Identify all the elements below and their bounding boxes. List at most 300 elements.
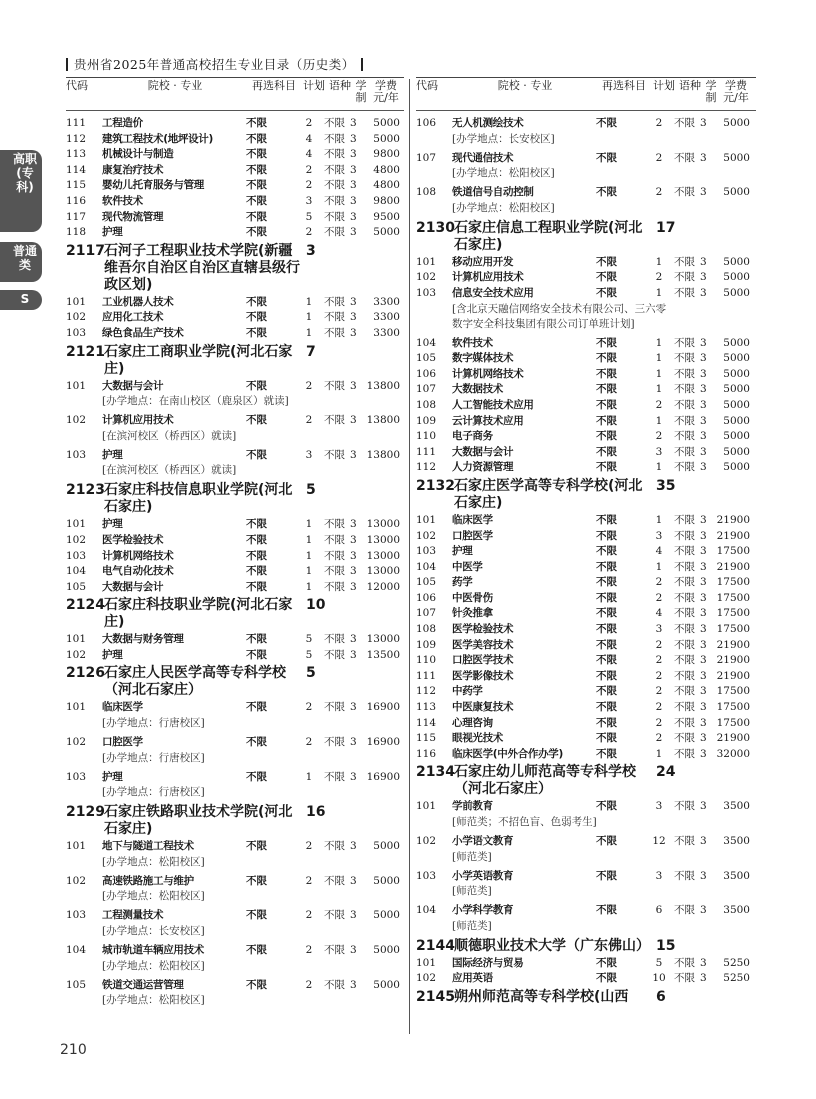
- tuition-fee: 5000: [723, 271, 750, 284]
- language: 不限: [674, 623, 695, 636]
- major-code: 106: [416, 367, 437, 380]
- subject-requirement: 不限: [246, 565, 267, 578]
- plan-count: 2: [305, 978, 313, 991]
- school-code: 2130: [416, 219, 455, 236]
- major-code: 118: [66, 226, 87, 239]
- major-code: 108: [416, 623, 437, 636]
- subject-requirement: 不限: [596, 255, 617, 268]
- years: 3: [700, 576, 707, 589]
- major-note: [在滨河校区（桥西区）就读]: [102, 464, 237, 477]
- subject-requirement: 不限: [596, 383, 617, 396]
- plan-count: 1: [305, 518, 313, 531]
- plan-count: 1: [655, 336, 663, 349]
- subject-requirement: 不限: [596, 430, 617, 443]
- subject-requirement: 不限: [246, 874, 267, 887]
- plan-count: 1: [655, 513, 663, 526]
- years: 3: [700, 286, 707, 299]
- table-row: [416, 382, 756, 398]
- major-name: 地下与隧道工程技术: [102, 840, 194, 853]
- table-row: [66, 533, 404, 549]
- years: 3: [700, 186, 707, 199]
- subject-requirement: 不限: [596, 716, 617, 729]
- subject-requirement: 不限: [596, 576, 617, 589]
- major-code: 117: [66, 210, 87, 223]
- major-code: 104: [416, 336, 437, 349]
- table-row: [66, 700, 404, 716]
- plan-count: 2: [655, 654, 663, 667]
- plan-count: 2: [655, 685, 663, 698]
- tuition-fee: 5000: [373, 978, 400, 991]
- plan-count: 3: [655, 800, 663, 813]
- table-row: [416, 700, 756, 716]
- language: 不限: [674, 972, 695, 985]
- tuition-fee: 17500: [716, 576, 750, 589]
- major-name: 小学语文教育: [452, 835, 514, 847]
- table-row: [66, 770, 404, 786]
- language: 不限: [674, 701, 695, 714]
- years: 3: [350, 840, 357, 853]
- table-row: [66, 839, 404, 855]
- tuition-fee: 13500: [366, 648, 400, 661]
- school-name: 朔州师范高等专科学校(山西: [454, 988, 629, 1005]
- header-bar-right: [361, 58, 363, 71]
- plan-count: 1: [305, 565, 313, 578]
- language: 不限: [674, 286, 695, 299]
- table-row: [416, 513, 756, 529]
- major-note: [办学地点：松阳校区]: [102, 959, 205, 972]
- major-code: 103: [66, 549, 87, 562]
- language: 不限: [674, 414, 695, 427]
- table-row: [416, 336, 756, 352]
- years: 3: [350, 226, 357, 239]
- subject-requirement: 不限: [596, 701, 617, 714]
- plan-count: 1: [655, 367, 663, 380]
- years: 3: [350, 379, 357, 392]
- language: 不限: [324, 194, 345, 207]
- subject-requirement: 不限: [246, 909, 267, 922]
- table-row: [416, 747, 756, 763]
- subject-requirement: 不限: [246, 944, 267, 957]
- years: 3: [350, 701, 357, 714]
- plan-count: 2: [655, 271, 663, 284]
- tuition-fee: 21900: [716, 654, 750, 667]
- years: 3: [700, 151, 707, 164]
- major-code: 102: [66, 874, 87, 887]
- language: 不限: [674, 869, 695, 882]
- tuition-fee: 5000: [373, 226, 400, 239]
- major-note: [师范类；不招色盲、色弱考生]: [452, 816, 597, 828]
- language: 不限: [674, 591, 695, 604]
- major-name: 小学英语教育: [452, 869, 514, 882]
- school-heading: [66, 665, 404, 699]
- major-name: 医学美容技术: [452, 638, 514, 651]
- header-title: 贵州省2025年普通高校招生专业目录（历史类）: [74, 57, 355, 72]
- major-name: 数字媒体技术: [452, 352, 514, 365]
- plan-count: 1: [305, 311, 313, 324]
- language: 不限: [324, 311, 345, 324]
- language: 不限: [674, 545, 695, 558]
- plan-count: 2: [655, 117, 663, 129]
- tuition-fee: 9800: [373, 194, 400, 207]
- major-code: 101: [416, 956, 437, 969]
- header-code: 代码: [66, 79, 88, 92]
- language: 不限: [324, 633, 345, 646]
- subject-requirement: 不限: [596, 685, 617, 698]
- major-name: 眼视光技术: [452, 732, 503, 745]
- major-note: [师范类]: [452, 850, 492, 863]
- plan-count: 1: [305, 580, 313, 593]
- major-code: 107: [416, 383, 437, 396]
- major-name: 高速铁路施工与维护: [102, 874, 194, 887]
- tuition-fee: 13800: [366, 414, 400, 427]
- plan-count: 3: [655, 623, 663, 636]
- plan-count: 1: [305, 533, 313, 546]
- school-code: 2145: [416, 988, 455, 1005]
- major-code: 110: [416, 654, 437, 667]
- table-row: [416, 575, 756, 591]
- major-name: 软件技术: [452, 336, 493, 349]
- major-name: 婴幼儿托育服务与管理: [102, 179, 204, 192]
- years: 3: [350, 533, 357, 546]
- tuition-fee: 5000: [723, 398, 750, 411]
- language: 不限: [324, 648, 345, 661]
- major-name: 护理: [102, 448, 123, 461]
- language: 不限: [674, 271, 695, 284]
- major-name: 城市轨道车辆应用技术: [102, 944, 204, 957]
- tuition-fee: 17500: [716, 607, 750, 620]
- table-row: [416, 560, 756, 576]
- school-plan-count: 24: [656, 764, 676, 781]
- subject-requirement: 不限: [596, 869, 617, 882]
- major-name: 大数据与财务管理: [102, 633, 184, 646]
- plan-count: 5: [305, 648, 313, 661]
- tuition-fee: 5000: [373, 840, 400, 853]
- plan-count: 2: [655, 576, 663, 589]
- major-note: [办学地点：长安校区]: [102, 925, 205, 938]
- major-code: 104: [66, 944, 87, 957]
- years: 3: [350, 770, 357, 783]
- plan-count: 4: [305, 132, 313, 145]
- table-row: [416, 544, 756, 560]
- years: 3: [700, 716, 707, 729]
- language: 不限: [324, 448, 345, 461]
- school-name: 石家庄工商职业学院(河北石家庄): [104, 343, 293, 377]
- major-note: [办学地点：松阳校区]: [452, 167, 555, 180]
- language: 不限: [674, 151, 695, 164]
- tuition-fee: 5000: [373, 132, 400, 145]
- major-name: 医学检验技术: [452, 623, 514, 636]
- major-name: 电气自动化技术: [102, 565, 174, 578]
- plan-count: 2: [305, 163, 313, 176]
- years: 3: [350, 648, 357, 661]
- language: 不限: [324, 326, 345, 339]
- table-row: [416, 398, 756, 414]
- subject-requirement: 不限: [596, 623, 617, 636]
- language: 不限: [674, 430, 695, 443]
- subject-requirement: 不限: [596, 560, 617, 573]
- major-name: 口腔医学技术: [452, 654, 514, 667]
- school-heading: [66, 344, 404, 378]
- years: 3: [700, 972, 707, 985]
- subject-requirement: 不限: [596, 286, 617, 299]
- major-name: 铁道交通运营管理: [102, 978, 184, 991]
- table-row: [66, 517, 404, 533]
- subject-requirement: 不限: [596, 956, 617, 969]
- school-code: 2126: [66, 665, 105, 682]
- years: 3: [700, 869, 707, 882]
- header-code: 代码: [416, 79, 438, 92]
- years: 3: [350, 565, 357, 578]
- tuition-fee: 13000: [366, 565, 400, 578]
- language: 不限: [324, 379, 345, 392]
- tuition-fee: 5000: [723, 352, 750, 365]
- major-name: 国际经济与贸易: [452, 956, 524, 969]
- table-row: [416, 606, 756, 622]
- major-code: 102: [66, 533, 87, 546]
- plan-count: 1: [305, 326, 313, 339]
- language: 不限: [674, 445, 695, 458]
- language: 不限: [674, 956, 695, 969]
- tuition-fee: 21900: [716, 529, 750, 542]
- major-name: 人力资源管理: [452, 461, 514, 474]
- major-code: 107: [416, 151, 437, 164]
- table-row: [66, 116, 404, 132]
- subject-requirement: 不限: [596, 336, 617, 349]
- major-code: 112: [416, 461, 437, 474]
- years: 3: [700, 461, 707, 474]
- school-plan-count: 5: [306, 665, 316, 682]
- table-row: [416, 414, 756, 430]
- table-row: [416, 445, 756, 461]
- plan-count: 12: [652, 835, 666, 847]
- major-code: 103: [66, 448, 87, 461]
- header-name: 院校 · 专业: [147, 79, 203, 92]
- subject-requirement: 不限: [596, 529, 617, 542]
- major-code: 111: [66, 117, 87, 129]
- school-plan-count: 6: [656, 988, 666, 1005]
- plan-count: 1: [655, 352, 663, 365]
- plan-count: 2: [305, 701, 313, 714]
- major-code: 102: [416, 835, 437, 847]
- years: 3: [700, 117, 707, 129]
- tuition-fee: 5000: [373, 874, 400, 887]
- major-code: 103: [66, 770, 87, 783]
- tuition-fee: 5000: [723, 414, 750, 427]
- years: 3: [700, 638, 707, 651]
- school-code: 2121: [66, 343, 105, 360]
- plan-count: 5: [305, 633, 313, 646]
- subject-requirement: 不限: [246, 117, 267, 129]
- table-row: [416, 869, 756, 885]
- major-note: [师范类]: [452, 919, 492, 932]
- major-name: 康复治疗技术: [102, 163, 164, 176]
- subject-requirement: 不限: [596, 904, 617, 917]
- school-name: 石河子工程职业技术学院(新疆维吾尔自治区自治区直辖县级行政区划): [104, 242, 300, 293]
- years: 3: [700, 956, 707, 969]
- header-subject: 再选科目: [602, 79, 646, 92]
- major-code: 104: [66, 565, 87, 578]
- major-code: 107: [416, 607, 437, 620]
- major-note: [办学地点：松阳校区]: [102, 994, 205, 1007]
- plan-count: 2: [655, 716, 663, 729]
- school-plan-count: 17: [656, 219, 676, 236]
- header-plan: 计划: [303, 79, 325, 92]
- plan-count: 2: [305, 909, 313, 922]
- major-name: 软件技术: [102, 194, 143, 207]
- plan-count: 1: [305, 295, 313, 308]
- plan-count: 2: [305, 379, 313, 392]
- major-code: 101: [66, 295, 87, 308]
- major-code: 112: [416, 685, 437, 698]
- school-plan-count: 5: [306, 482, 316, 499]
- major-name: 大数据与会计: [452, 445, 514, 458]
- plan-count: 2: [655, 430, 663, 443]
- language: 不限: [324, 148, 345, 161]
- plan-count: 3: [305, 448, 313, 461]
- years: 3: [350, 311, 357, 324]
- school-heading: [416, 938, 756, 955]
- school-heading: [66, 482, 404, 516]
- table-row: [416, 956, 756, 972]
- major-code: 103: [66, 326, 87, 339]
- major-name: 护理: [102, 226, 123, 239]
- tuition-fee: 5000: [723, 151, 750, 164]
- plan-count: 10: [652, 972, 666, 985]
- subject-requirement: 不限: [596, 352, 617, 365]
- school-heading: [66, 243, 404, 294]
- years: 3: [350, 978, 357, 991]
- major-name: 工程测量技术: [102, 909, 164, 922]
- major-note: [办学地点：行唐校区]: [102, 786, 205, 799]
- years: 3: [700, 430, 707, 443]
- years: 3: [700, 367, 707, 380]
- years: 3: [700, 904, 707, 917]
- major-code: 105: [416, 576, 437, 589]
- column-header: [416, 80, 756, 111]
- years: 3: [700, 560, 707, 573]
- tuition-fee: 3500: [723, 835, 750, 847]
- plan-count: 2: [655, 591, 663, 604]
- years: 3: [700, 669, 707, 682]
- years: 3: [700, 336, 707, 349]
- table-row: [416, 716, 756, 732]
- table-row: [416, 367, 756, 383]
- subject-requirement: 不限: [246, 148, 267, 161]
- tuition-fee: 5000: [723, 117, 750, 129]
- table-row: [66, 978, 404, 994]
- school-heading: [66, 804, 404, 838]
- plan-count: 4: [305, 148, 313, 161]
- plan-count: 4: [655, 607, 663, 620]
- table-row: [66, 310, 404, 326]
- major-name: 中药学: [452, 685, 483, 698]
- major-code: 110: [416, 430, 437, 443]
- years: 3: [350, 163, 357, 176]
- header-fee: 学费元/年: [723, 79, 749, 104]
- school-code: 2129: [66, 804, 105, 821]
- school-code: 2144: [416, 937, 455, 954]
- plan-count: 2: [305, 874, 313, 887]
- subject-requirement: 不限: [596, 461, 617, 474]
- plan-count: 1: [655, 747, 663, 760]
- major-code: 102: [66, 311, 87, 324]
- tuition-fee: 17500: [716, 701, 750, 714]
- tuition-fee: 5000: [723, 383, 750, 396]
- header-name: 院校 · 专业: [497, 79, 553, 92]
- school-code: 2124: [66, 597, 105, 614]
- tuition-fee: 12000: [366, 580, 400, 593]
- language: 不限: [324, 117, 345, 129]
- years: 3: [350, 295, 357, 308]
- years: 3: [350, 210, 357, 223]
- major-name: 口腔医学: [102, 736, 143, 749]
- major-name: 电子商务: [452, 430, 493, 443]
- subject-requirement: 不限: [246, 978, 267, 991]
- major-code: 102: [416, 271, 437, 284]
- subject-requirement: 不限: [246, 414, 267, 427]
- years: 3: [700, 835, 707, 847]
- tuition-fee: 21900: [716, 732, 750, 745]
- tuition-fee: 3300: [373, 295, 400, 308]
- school-heading: [416, 989, 756, 1006]
- years: 3: [700, 623, 707, 636]
- major-name: 应用英语: [452, 972, 493, 985]
- plan-count: 1: [655, 255, 663, 268]
- left-column: [66, 80, 404, 1012]
- tuition-fee: 5000: [723, 445, 750, 458]
- major-note: [在滨河校区（桥西区）就读]: [102, 429, 237, 442]
- major-code: 105: [416, 352, 437, 365]
- language: 不限: [324, 874, 345, 887]
- subject-requirement: 不限: [246, 448, 267, 461]
- major-code: 104: [416, 560, 437, 573]
- school-code: 2117: [66, 242, 105, 259]
- plan-count: 3: [655, 869, 663, 882]
- tuition-fee: 9800: [373, 148, 400, 161]
- school-plan-count: 7: [306, 343, 316, 360]
- table-row: [66, 448, 404, 464]
- subject-requirement: 不限: [246, 518, 267, 531]
- major-name: 临床医学(中外合作办学): [452, 747, 563, 760]
- plan-count: 2: [305, 179, 313, 192]
- language: 不限: [674, 383, 695, 396]
- major-name: 中医康复技术: [452, 701, 514, 714]
- major-code: 103: [416, 286, 437, 299]
- subject-requirement: 不限: [246, 736, 267, 749]
- subject-requirement: 不限: [596, 669, 617, 682]
- header-rule-left: [66, 77, 404, 78]
- subject-requirement: 不限: [246, 179, 267, 192]
- table-row: [416, 270, 756, 286]
- language: 不限: [674, 529, 695, 542]
- plan-count: 2: [305, 736, 313, 749]
- school-heading: [416, 220, 756, 254]
- tuition-fee: 3300: [373, 326, 400, 339]
- language: 不限: [674, 732, 695, 745]
- language: 不限: [324, 179, 345, 192]
- major-code: 114: [416, 716, 437, 729]
- table-row: [416, 529, 756, 545]
- major-code: 108: [416, 398, 437, 411]
- language: 不限: [674, 800, 695, 813]
- years: 3: [700, 701, 707, 714]
- language: 不限: [674, 669, 695, 682]
- major-name: 针灸推拿: [452, 607, 493, 620]
- tuition-fee: 4800: [373, 163, 400, 176]
- plan-count: 2: [305, 226, 313, 239]
- subject-requirement: 不限: [246, 379, 267, 392]
- years: 3: [350, 148, 357, 161]
